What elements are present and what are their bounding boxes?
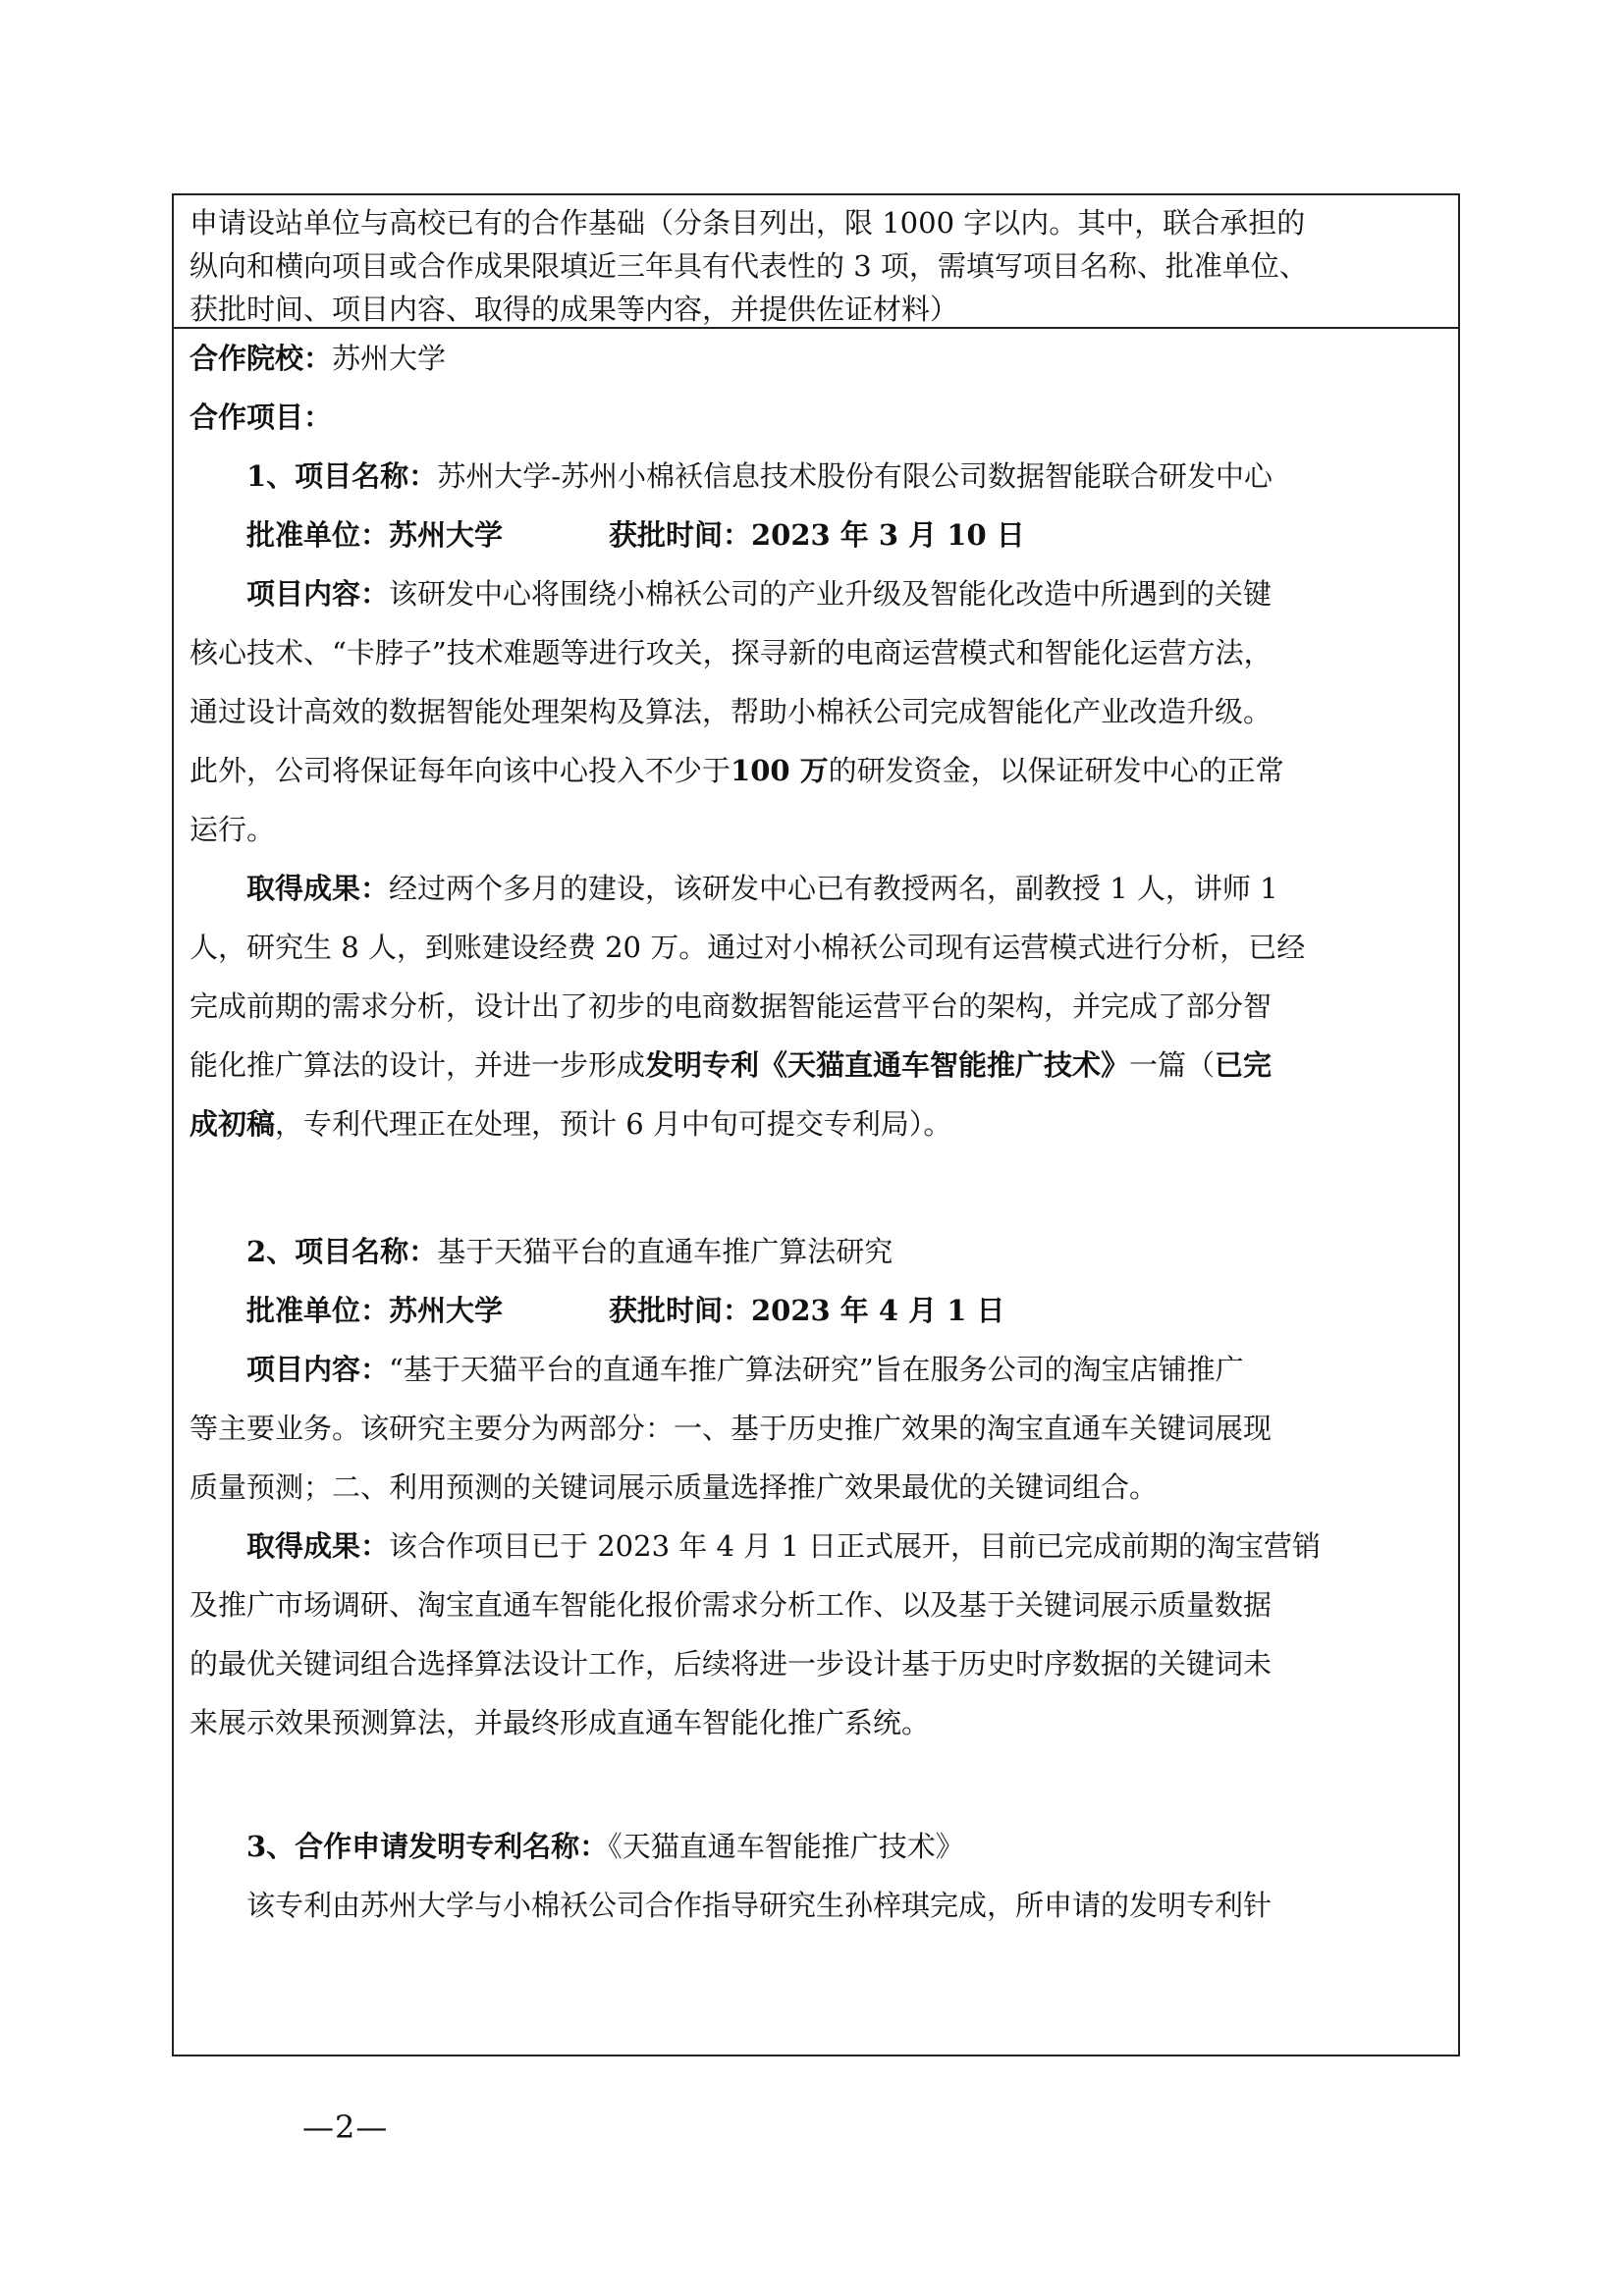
project1-result-bold: 已完: [1215, 1048, 1272, 1082]
project1-content-text: 的研发资金，以保证研发中心的正常: [828, 754, 1284, 787]
project2-content-text: “基于天猫平台的直通车推广算法研究”旨在服务公司的淘宝店铺推广: [389, 1353, 1244, 1386]
content-cell: [174, 329, 1458, 1935]
project1-time: 获批时间：2023 年 3 月 10 日: [609, 518, 1025, 552]
project1-content-line: 通过设计高效的数据智能处理架构及算法，帮助小棉袄公司完成智能化产业改造升级。: [189, 695, 1272, 728]
project1-content-text: 此外，公司将保证每年向该中心投入不少于: [189, 754, 731, 787]
spacer: [189, 1153, 1444, 1222]
project1-result-line: [189, 1036, 1444, 1095]
project1-name: 苏州大学-苏州小棉袄信息技术股份有限公司数据智能联合研发中心: [437, 459, 1272, 493]
project1-funding-amount: 100 万: [731, 754, 829, 787]
project2-approval-line: [189, 1281, 1444, 1340]
project3-name: 《天猫直通车智能推广技术》: [608, 1830, 964, 1863]
project2-name-label: 2、项目名称：: [246, 1235, 438, 1268]
project2-time: 获批时间：2023 年 4 月 1 日: [609, 1294, 1005, 1327]
school-value: 苏州大学: [332, 342, 447, 375]
project2-content-label: 项目内容：: [246, 1353, 390, 1386]
project2-result-line: 及推广市场调研、淘宝直通车智能化报价需求分析工作、以及基于关键词展示质量数据: [189, 1588, 1272, 1622]
project1-content-line: 核心技术、“卡脖子”技术难题等进行攻关，探寻新的电商运营模式和智能化运营方法，: [189, 636, 1272, 669]
header-cell: [174, 195, 1458, 329]
project2-name-line: [189, 1222, 1444, 1281]
header-line: 申请设站单位与高校已有的合作基础（分条目列出，限 1000 字以内。其中，联合承担的: [189, 206, 1306, 240]
projects-label: 合作项目：: [189, 400, 333, 434]
project1-content-line: 运行。: [189, 813, 276, 846]
school-line: [189, 329, 1444, 388]
project1-name-line: [189, 447, 1444, 506]
project3-line: [189, 1817, 1444, 1876]
project1-result-line: [189, 1095, 1444, 1153]
project1-name-label: 1、项目名称：: [246, 459, 438, 493]
project2-unit: 批准单位：苏州大学: [246, 1294, 504, 1327]
project1-result-bold: 成初稿: [189, 1107, 276, 1141]
spacer: [189, 1752, 1444, 1817]
project1-result-line: 完成前期的需求分析，设计出了初步的电商数据智能运营平台的架构，并完成了部分智: [189, 989, 1272, 1023]
project1-content-line: [189, 564, 1444, 623]
project2-name: 基于天猫平台的直通车推广算法研究: [437, 1235, 893, 1268]
project1-patent-name: 发明专利《天猫直通车智能推广技术》: [645, 1048, 1130, 1082]
project3-label: 3、合作申请发明专利名称：: [246, 1830, 609, 1863]
project2-content-line: [189, 1340, 1444, 1399]
project2-result-line: 的最优关键词组合选择算法设计工作，后续将进一步设计基于历史时序数据的关键词未: [189, 1647, 1272, 1681]
project1-content-label: 项目内容：: [246, 577, 390, 611]
project2-result-line: 来展示效果预测算法，并最终形成直通车智能化推广系统。: [189, 1706, 931, 1739]
project1-result-text: ，专利代理正在处理，预计 6 月中旬可提交专利局）。: [275, 1107, 952, 1141]
project2-content-line: 等主要业务。该研究主要分为两部分：一、基于历史推广效果的淘宝直通车关键词展现: [189, 1412, 1272, 1445]
header-line: 纵向和横向项目或合作成果限填近三年具有代表性的 3 项，需填写项目名称、批准单位、: [189, 249, 1308, 283]
project1-result-text: 一篇（: [1129, 1048, 1216, 1082]
project1-result-line: 人，研究生 8 人，到账建设经费 20 万。通过对小棉袄公司现有运营模式进行分析，已经: [189, 931, 1306, 964]
project2-result-label: 取得成果：: [246, 1529, 390, 1563]
project1-result-text: 经过两个多月的建设，该研发中心已有教授两名，副教授 1 人，讲师 1: [389, 872, 1278, 905]
project1-content-text: 该研发中心将围绕小棉袄公司的产业升级及智能化改造中所遇到的关键: [389, 577, 1272, 611]
project1-content-line: [189, 741, 1444, 800]
page-number: —2—: [302, 2109, 389, 2146]
project1-result-label: 取得成果：: [246, 872, 390, 905]
project1-result-text: 能化推广算法的设计，并进一步形成: [189, 1048, 646, 1082]
project1-unit: 批准单位：苏州大学: [246, 518, 504, 552]
project2-result-text: 该合作项目已于 2023 年 4 月 1 日正式展开，目前已完成前期的淘宝营销: [389, 1529, 1322, 1563]
project3-text-line: 该专利由苏州大学与小棉袄公司合作指导研究生孙梓琪完成，所申请的发明专利针: [246, 1889, 1272, 1922]
form-table: [172, 193, 1460, 2056]
project2-result-line: [189, 1517, 1444, 1575]
header-line: 获批时间、项目内容、取得的成果等内容，并提供佐证材料）: [189, 293, 959, 326]
school-label: 合作院校：: [189, 342, 333, 375]
project2-content-line: 质量预测；二、利用预测的关键词展示质量选择推广效果最优的关键词组合。: [189, 1470, 1159, 1504]
project1-approval-line: [189, 506, 1444, 564]
project1-result-line: [189, 859, 1444, 918]
